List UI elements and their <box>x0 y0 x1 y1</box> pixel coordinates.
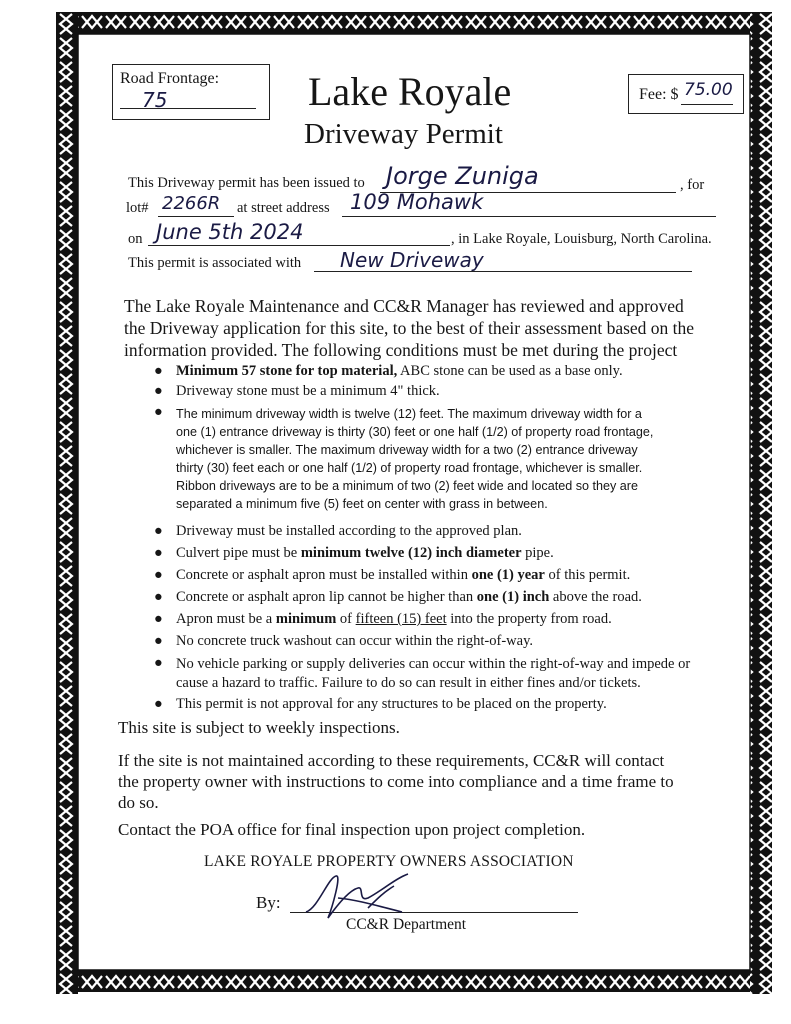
address-value: 109 Mohawk <box>350 190 484 214</box>
condition-1: Minimum 57 stone for top material, ABC stone can be used as a base only. <box>176 363 623 379</box>
condition-10: No vehicle parking or supply deliveries can occur within the right-of-way and impede or cause a hazard to traffic. Failure to do so can result in either fines and/or tickets. <box>176 656 691 691</box>
condition-7: Concrete or asphalt apron lip cannot be higher than one (1) inch above the road. <box>176 589 642 605</box>
road-frontage-label: Road Frontage: <box>120 70 220 87</box>
condition-9: No concrete truck washout can occur within the right-of-way. <box>176 633 533 649</box>
lot-value: 2266R <box>162 193 221 214</box>
bullet-dot: ● <box>154 696 163 712</box>
condition-2: Driveway stone must be a minimum 4" thick. <box>176 383 440 399</box>
intro-line-3: information provided. The following conditions must be met during the project <box>124 340 678 360</box>
condition-4: Driveway must be installed according to the approved plan. <box>176 523 522 539</box>
bullet-dot: ● <box>154 633 163 649</box>
bullet-dot: ● <box>154 523 163 539</box>
issued-to-label: This Driveway permit has been issued to <box>128 175 365 191</box>
bullet-dot: ● <box>154 404 163 420</box>
department-label: CC&R Department <box>346 916 467 933</box>
bullet-dot: ● <box>154 383 163 399</box>
page-subtitle: Driveway Permit <box>304 118 503 150</box>
weekly-inspections: This site is subject to weekly inspections. <box>118 718 400 737</box>
issued-to-suffix: , for <box>680 177 705 193</box>
bullet-dot: ● <box>154 567 163 583</box>
address-label: at street address <box>237 200 330 216</box>
intro-line-1: The Lake Royale Maintenance and CC&R Manager has reviewed and approved <box>124 296 684 316</box>
contact-line: Contact the POA office for final inspection upon project completion. <box>118 820 586 839</box>
page-title: Lake Royale <box>308 69 512 114</box>
date-value: June 5th 2024 <box>156 220 304 244</box>
associated-value: New Driveway <box>340 248 484 272</box>
condition-8: Apron must be a minimum of fifteen (15) feet into the property from road. <box>176 611 612 627</box>
associated-label: This permit is associated with <box>128 255 302 271</box>
lot-label: lot# <box>126 200 149 216</box>
condition-3: The minimum driveway width is twelve (12) feet. The maximum driveway width for a one (1) entrance driveway is thirty (30) feet or one half (1/2) of property road frontage, whichever is smaller. The maximum driveway width for a two (2) entrance driveway thirty (30) feet each or one half (1/2) of property road frontage, whichever is smaller. Ribbon driveways are to be a minimum of two (2) feet wide and located so they are separated a minimum five (5) feet on center with grass in between. <box>176 407 654 511</box>
location-text: , in Lake Royale, Louisburg, North Carolina. <box>451 231 712 247</box>
bullet-dot: ● <box>154 589 163 605</box>
intro-line-2: the Driveway application for this site, to the best of their assessment based on the <box>124 318 695 338</box>
bullet-dot: ● <box>154 363 163 379</box>
bullet-dot: ● <box>154 655 163 671</box>
condition-5: Culvert pipe must be minimum twelve (12) inch diameter pipe. <box>176 545 554 561</box>
date-label: on <box>128 231 143 247</box>
condition-11: This permit is not approval for any structures to be placed on the property. <box>176 696 607 712</box>
condition-6: Concrete or asphalt apron must be installed within one (1) year of this permit. <box>176 567 631 583</box>
fee-label: Fee: $ <box>639 86 679 103</box>
bullet-dot: ● <box>154 611 163 627</box>
issued-to-value: Jorge Zuniga <box>386 162 539 190</box>
fee-value: 75.00 <box>684 80 733 100</box>
bullet-dot: ● <box>154 545 163 561</box>
association-name: LAKE ROYALE PROPERTY OWNERS ASSOCIATION <box>204 853 574 870</box>
road-frontage-value: 75 <box>142 88 168 112</box>
by-label: By: <box>256 893 281 912</box>
maintenance-paragraph: If the site is not maintained according to these requirements, CC&R will contact the property owner with instructions to come into compliance and a time frame to do so. <box>118 751 674 812</box>
